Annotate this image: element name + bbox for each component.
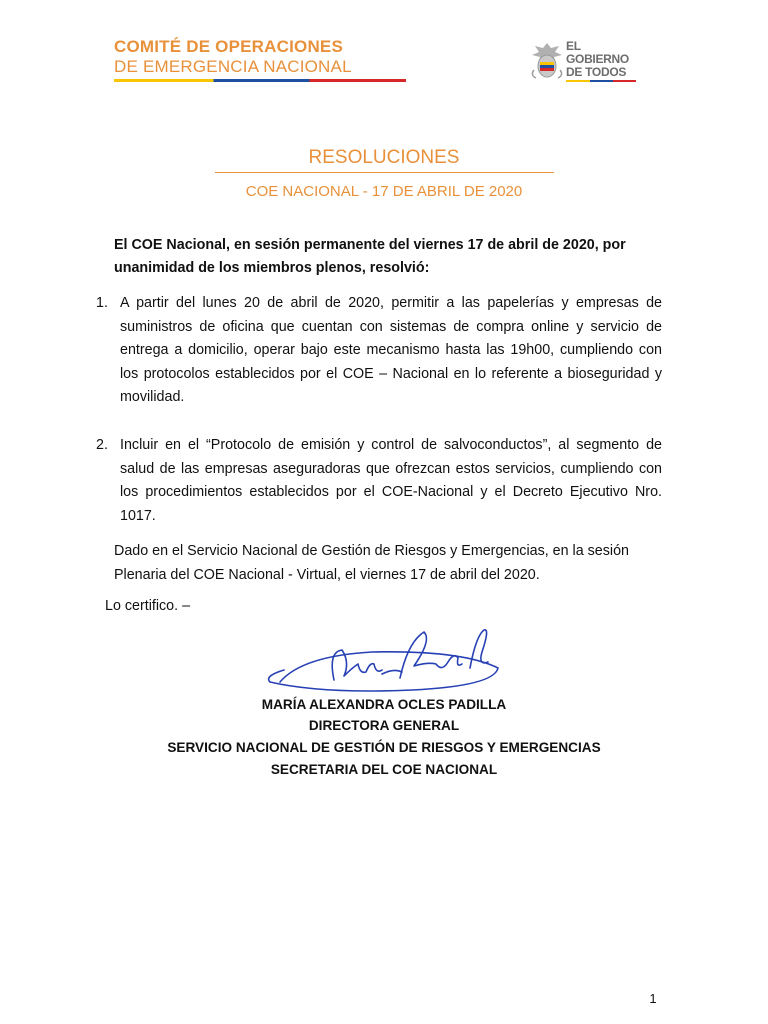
document-subtitle: COE NACIONAL - 17 DE ABRIL DE 2020 bbox=[245, 183, 523, 200]
title-underline bbox=[215, 172, 554, 173]
intro-paragraph: El COE Nacional, en sesión permanente del viernes 17 de abril de 2020, por unanimidad de los miembros plenos, resolvió: bbox=[114, 237, 626, 276]
resolution-item-1 bbox=[96, 292, 662, 410]
certification-line: Lo certifico. – bbox=[105, 598, 191, 614]
gov-logo-text bbox=[566, 40, 629, 79]
page-number: 1 bbox=[649, 991, 657, 1006]
closing-paragraph: Dado en el Servicio Nacional de Gestión de Riesgos y Emergencias, en la sesión Plenaria del COE Nacional - Virtual, el viernes 17 de abril del 2020. bbox=[114, 543, 629, 583]
item-number: 2. bbox=[96, 437, 108, 453]
signatory-name: MARÍA ALEXANDRA OCLES PADILLA bbox=[261, 697, 507, 712]
gov-logo-line1: EL bbox=[566, 39, 581, 53]
org-name-line1: COMITÉ DE OPERACIONES bbox=[114, 37, 344, 56]
item-text: Incluir en el “Protocolo de emisión y control de salvoconductos”, al segmento de salud de las empresas aseguradoras que ofrezcan estos servicios, cumpliendo con los procedimientos establecidos por el COE-Nacional y el Decreto Ejecutivo Nro. 1017. bbox=[120, 437, 662, 524]
org-name-line2: DE EMERGENCIA NACIONAL bbox=[114, 57, 352, 76]
flag-color-bar bbox=[114, 79, 406, 82]
gov-flag-bar bbox=[566, 80, 636, 82]
gov-logo-line2: GOBIERNO bbox=[566, 52, 629, 66]
resolution-item-2 bbox=[96, 434, 662, 528]
gov-logo-line3: DE TODOS bbox=[566, 65, 627, 79]
item-number: 1. bbox=[96, 295, 108, 311]
item-text: A partir del lunes 20 de abril de 2020, permitir a las papelerías y empresas de suministros de oficina que cuentan con sistemas de compra online y servicio de entrega a domicilio, operar bajo este mecanismo hasta las 19h00, cumpliendo con los protocolos establecidos por el COE – Nacional en lo referente a bioseguridad y movilidad. bbox=[120, 295, 662, 405]
coat-of-arms-icon bbox=[526, 40, 568, 80]
signatory-institution: SERVICIO NACIONAL DE GESTIÓN DE RIESGOS Y EMERGENCIAS bbox=[167, 740, 601, 755]
signatory-position: DIRECTORA GENERAL bbox=[308, 718, 460, 733]
signatory-role: SECRETARIA DEL COE NACIONAL bbox=[270, 762, 498, 777]
handwritten-signature bbox=[262, 622, 504, 700]
document-title: RESOLUCIONES bbox=[308, 147, 460, 168]
